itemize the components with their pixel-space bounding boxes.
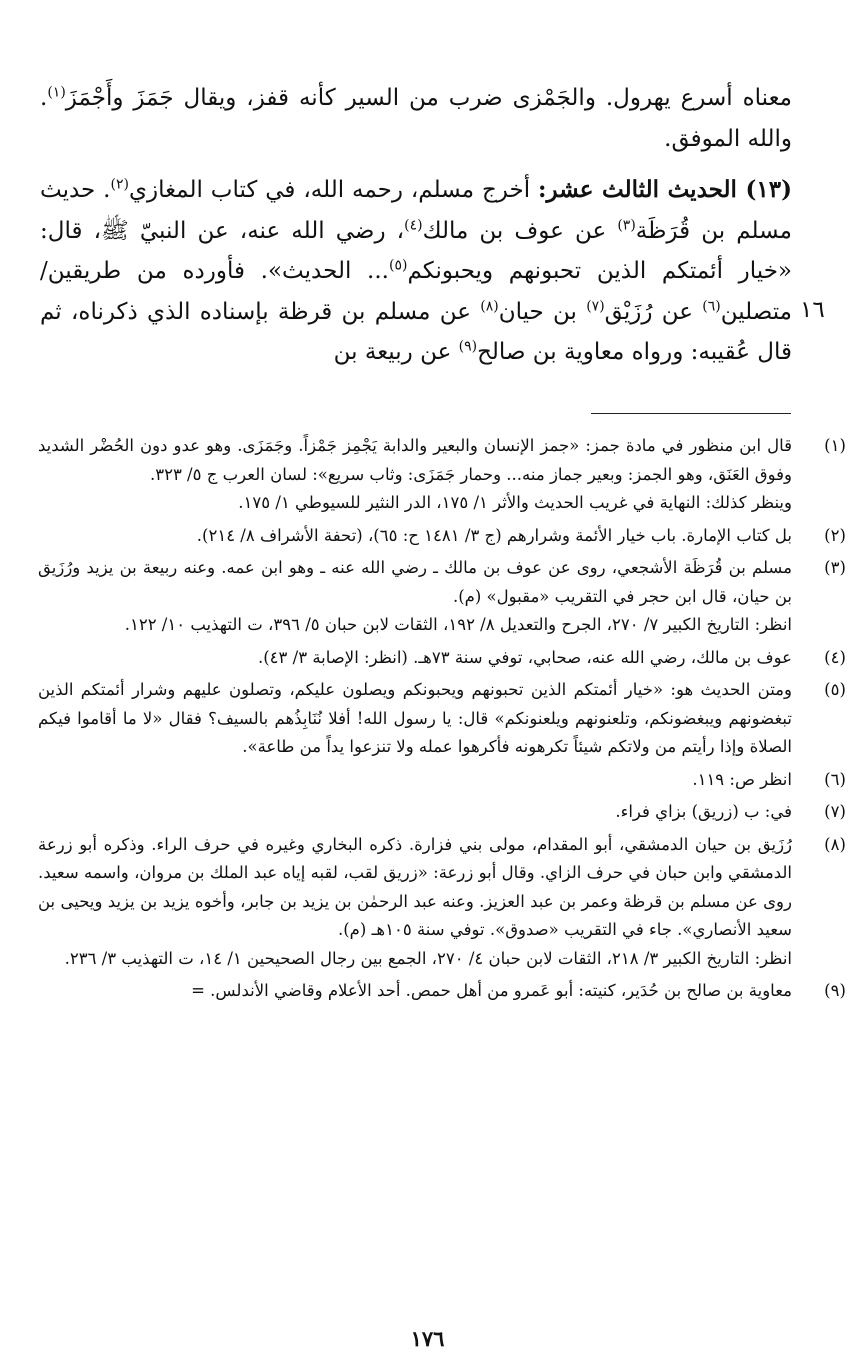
text-span: عن مسلم بن قرظة بإسناده الذي ذكرناه، ثم قال عُقيبه: ورواه معاوية بن صالح [40, 298, 792, 365]
text-span: ، رضي الله عنه، عن النبيّ ﷺ، قال: «خيار أئمتكم الذين تحبونهم ويحبونكم [40, 217, 792, 284]
footnote-6 [38, 766, 846, 795]
footnote-ref-3[interactable]: (٣) [617, 216, 636, 233]
footnote-9 [38, 977, 846, 1006]
footnote-3 [38, 554, 846, 640]
footnote-text: مسلم بن قُرَظَة الأشجعي، روى عن عوف بن مالك ـ رضي الله عنه ـ وهو ابن عمه. وعنه ربيعة بن يزيد ورُزَيق بن حيان، قال ابن حجر في التقريب «مقبول» (م). [38, 558, 792, 606]
footnote-text: انظر: التاريخ الكبير ٣/ ٢١٨، الثقات لابن حبان ٤/ ٢٧٠، الجمع بين رجال الصحيحين ١/ ١٤، ت التهذيب ٣/ ٢٣٦. [64, 948, 792, 968]
footnote-text: قال ابن منظور في مادة جمز: «جمز الإنسان والبعير والدابة يَجْمِز جَمْزاً. وجَمَزَى. وهو عدو دون الحُضْر الشديد وفوق العَنَق، وهو الجمز: وبعير جماز منه... وحمار جَمَزَى: وثاب سريع»: لسان العرب ج ٥/ ٣٢٣. [38, 436, 792, 484]
footnote-ref-1[interactable]: (١) [47, 84, 66, 101]
footnote-text: في: ب (زريق) بزاي فراء. [615, 802, 792, 821]
manuscript-folio-number: ١٦ [800, 297, 825, 323]
footnote-number: (٩) [824, 981, 846, 1000]
text-span: عن عوف بن مالك [422, 217, 618, 244]
footnote-number: (٧) [824, 802, 846, 821]
footnote-text: معاوية بن صالح بن حُدَير، كنيته: أبو عَمرو من أهل حمص. أحد الأعلام وقاضي الأندلس. = [191, 981, 792, 1000]
footnote-ref-6[interactable]: (٦) [702, 297, 721, 314]
footnote-4 [38, 644, 846, 673]
footnote-text: بل كتاب الإمارة. باب خيار الأئمة وشرارهم (ج ٣/ ١٤٨١ ح: ٦٥)، (تحفة الأشراف ٨/ ٢١٤). [196, 525, 792, 545]
footnote-ref-7[interactable]: (٧) [586, 297, 605, 314]
footnote-number: (٨) [824, 834, 846, 854]
footnote-text: وينظر كذلك: النهاية في غريب الحديث والأثر ١/ ١٧٥، الدر النثير للسيوطي ١/ ١٧٥. [238, 493, 792, 512]
footnote-number: (٣) [824, 558, 846, 577]
paragraph-1 [40, 78, 792, 159]
footnote-5 [38, 676, 846, 762]
footnote-text: انظر: التاريخ الكبير ٧/ ٢٧٠، الجرح والتعديل ٨/ ١٩٢، الثقات لابن حبان ٥/ ٣٩٦، ت التهذيب ١٠/ ١٢٢. [124, 615, 792, 634]
footnote-text: ومتن الحديث هو: «خيار أئمتكم الذين تحبونهم ويحبونكم ويصلون عليكم، وتصلون عليهم وشرار أئمتكم الذين تبغضونهم ويبغضونكم، وتلعنونهم ويلعنونكم» قال: يا رسول الله! أفلا نُنَابِذُهم بالسيف؟ فقال «لا ما أقاموا فيكم الصلاة وإذا رأيتم من ولاتكم شيئاً تكرهونه فأكرهوا عمله ولا تنزعوا يداً من طاعة». [38, 680, 792, 756]
footnote-1 [38, 432, 846, 518]
footnote-number: (١) [824, 436, 846, 455]
text-span: . حديث مسلم بن قُرَظَة [40, 177, 792, 244]
footnote-2 [38, 522, 846, 551]
footnote-text: عوف بن مالك، رضي الله عنه، صحابي، توفي سنة ٧٣هـ. (انظر: الإصابة ٣/ ٤٣). [257, 647, 792, 667]
footnote-number: (٥) [824, 680, 846, 699]
footnote-number: (٦) [824, 769, 846, 789]
footnote-8 [38, 831, 846, 974]
hadith-heading: (١٣) الحديث الثالث عشر: [538, 176, 792, 203]
footnote-number: (٤) [824, 647, 846, 667]
text-span: أخرج مسلم، رحمه الله، في كتاب المغازي [128, 177, 539, 203]
footnote-number: (٢) [824, 525, 846, 545]
main-line-2: والله الموفق. [664, 125, 792, 152]
footnote-divider [591, 413, 791, 414]
main-line-1: معناه أسرع يهرول. والجَمْزى ضرب من السير كأنه قفز، ويقال جَمَزَ وأَجْمَزَ [65, 85, 792, 111]
page-number: ١٧٦ [410, 1326, 445, 1351]
footnote-ref-2[interactable]: (٢) [110, 176, 129, 193]
main-text [40, 78, 792, 373]
footnote-text: رُزَيق بن حيان الدمشقي، أبو المقدام، مولى بني فزارة. ذكره البخاري وغيره في حرف الراء. وذكره أبو زرعة الدمشقي وابن حبان في حرف الزاي. وقال أبو زرعة: «زريق لقب، لقبه إياه عبد الملك بن مروان، واسمه سعيد. روى عن مسلم بن قرظة وعمر بن عبد العزيز. وعنه عبد الرحمٰن بن يزيد بن جابر، وأخوه يزيد بن يزيد ويحيى بن سعيد الأنصاري». جاء في التقريب «صدوق». توفي سنة ١٠٥هـ (م). [38, 834, 792, 939]
footnote-7 [38, 798, 846, 827]
text-span: بن حيان [498, 298, 587, 325]
period: . [40, 85, 48, 111]
text-span: عن رُزَيْق [604, 298, 703, 325]
text-span: ... الحديث». فأورده من طريقين/ متصلين [40, 258, 792, 325]
text-span: عن ربيعة بن [333, 339, 459, 365]
footnote-ref-9[interactable]: (٩) [458, 338, 478, 355]
footnote-text: انظر ص: ١١٩. [692, 769, 792, 789]
footnote-ref-4[interactable]: (٤) [404, 216, 423, 233]
footnotes [38, 432, 846, 1010]
paragraph-2 [40, 170, 792, 373]
footnote-ref-5[interactable]: (٥) [389, 257, 408, 274]
footnote-ref-8[interactable]: (٨) [480, 297, 499, 314]
